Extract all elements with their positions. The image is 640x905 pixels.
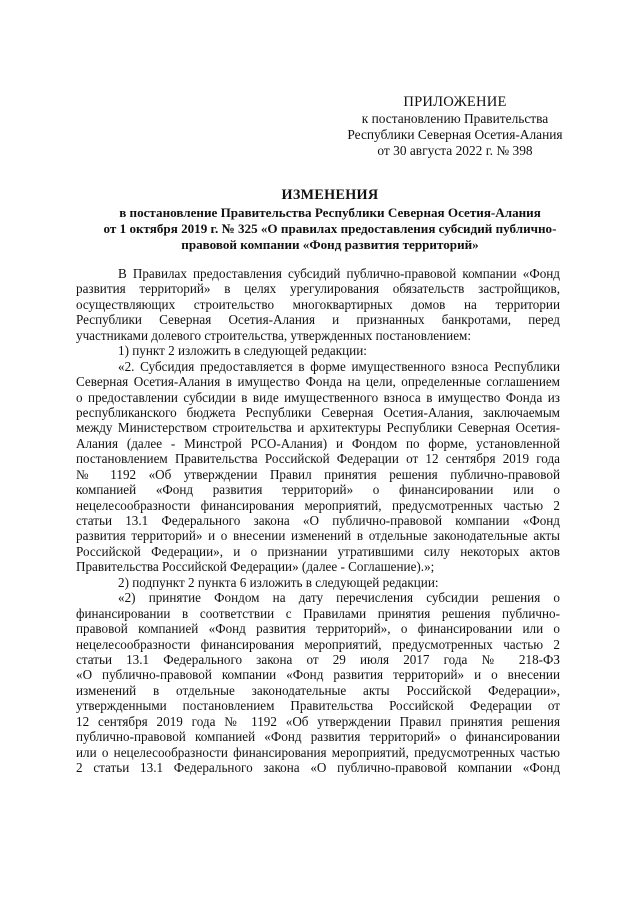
body-line: нецелесообразности финансирования мероприятий, предусмотренных частью 2 — [76, 497, 560, 513]
body-line: правовой компанией «Фонд развития территорий», о финансировании или о — [76, 621, 560, 637]
body-line: развития территорий» и о внесении изменений в отдельные законодательные акты — [76, 528, 560, 544]
body-line: «2. Субсидия предоставляется в форме имущественного взноса Республики — [118, 358, 560, 374]
body-line: или о нецелесообразности финансирования мероприятий, предусмотренных частью — [76, 744, 560, 760]
body-line: публично-правовой компанией «Фонд развития территорий» о финансировании — [76, 729, 560, 745]
subtitle-line: в постановление Правительства Республики Северная Осетия-Алания — [119, 205, 541, 220]
body-line: изменений в отдельные законодательные акты Российской Федерации», — [76, 682, 560, 698]
body-line: Алания (далее - Минстрой РСО-Алания) и Фондом по форме, установленной — [76, 435, 560, 451]
body-line: Правительства Российской Федерации» (далее - Соглашение).»; — [76, 559, 435, 575]
body-line: 1) пункт 2 изложить в следующей редакции: — [118, 343, 367, 359]
annex-header — [330, 94, 580, 159]
annex-heading: ПРИЛОЖЕНИЕ — [403, 94, 507, 110]
body-line: между Министерством строительства и архитектуры Республики Северная Осетия- — [76, 420, 560, 436]
body-line: 12 сентября 2019 года № 1192 «Об утверждении Правил принятия решения — [76, 713, 560, 729]
subtitle-line: от 1 октября 2019 г. № 325 «О правилах предоставления субсидий публично- — [103, 221, 557, 237]
document-body — [76, 266, 560, 775]
body-line: 2) подпункт 2 пункта 6 изложить в следующей редакции: — [118, 574, 439, 590]
body-line: утвержденными постановлением Правительства Российской Федерации от — [76, 698, 560, 714]
body-line: Российской Федерации», и о признании утратившими силу некоторых актов — [76, 543, 560, 559]
body-line: Северная Осетия-Алания в имущество Фонда на цели, определенные соглашением — [76, 374, 560, 390]
document-subtitle — [60, 205, 600, 254]
annex-line: Республики Северная Осетия-Алания — [347, 127, 563, 142]
body-line: о предоставлении субсидии в виде имущественного взноса в имущество Фонда из — [76, 389, 560, 405]
body-line: компанией «Фонд развития территорий» о финансировании или о — [76, 482, 560, 498]
body-line: развития территорий» в целях урегулирования обязательств застройщиков, — [76, 281, 560, 297]
body-line: Республики Северная Осетия-Алания и признанных банкротами, перед — [76, 312, 560, 328]
body-line: «2) принятие Фондом на дату перечисления субсидии решения о — [118, 590, 560, 606]
body-line: постановлением Правительства Российской Федерации от 12 сентября 2019 года — [76, 451, 560, 467]
subtitle-line: правовой компании «Фонд развития территорий» — [181, 237, 479, 253]
document-title: ИЗМЕНЕНИЯ — [281, 187, 379, 203]
annex-line: к постановлению Правительства — [361, 111, 549, 126]
annex-line: от 30 августа 2022 г. № 398 — [377, 143, 533, 158]
body-line: статьи 13.1 Федерального закона от 29 июля 2017 года № 218-ФЗ — [76, 651, 560, 667]
body-line: статьи 13.1 Федерального закона «О публично-правовой компании «Фонд — [76, 513, 560, 528]
body-line: В Правилах предоставления субсидий публично-правовой компании «Фонд — [118, 266, 560, 281]
body-line: «О публично-правовой компании «Фонд развития территорий» и о внесении — [76, 667, 560, 683]
body-line: участниками долевого строительства, утвержденных постановлением: — [76, 327, 471, 343]
body-line: № 1192 «Об утверждении Правил принятия решения публично-правовой — [76, 466, 560, 482]
body-line: осуществляющих строительство многоквартирных домов на территории — [76, 296, 560, 312]
body-line: 2 статьи 13.1 Федерального закона «О публично-правовой компании «Фонд — [76, 760, 560, 775]
body-line: финансировании в соответствии с Правилами принятия решения публично- — [76, 605, 560, 621]
body-line: республиканского бюджета Республики Северная Осетия-Алания, заключаемым — [76, 404, 560, 420]
body-line: нецелесообразности финансирования мероприятий, предусмотренных частью 2 — [76, 636, 560, 652]
